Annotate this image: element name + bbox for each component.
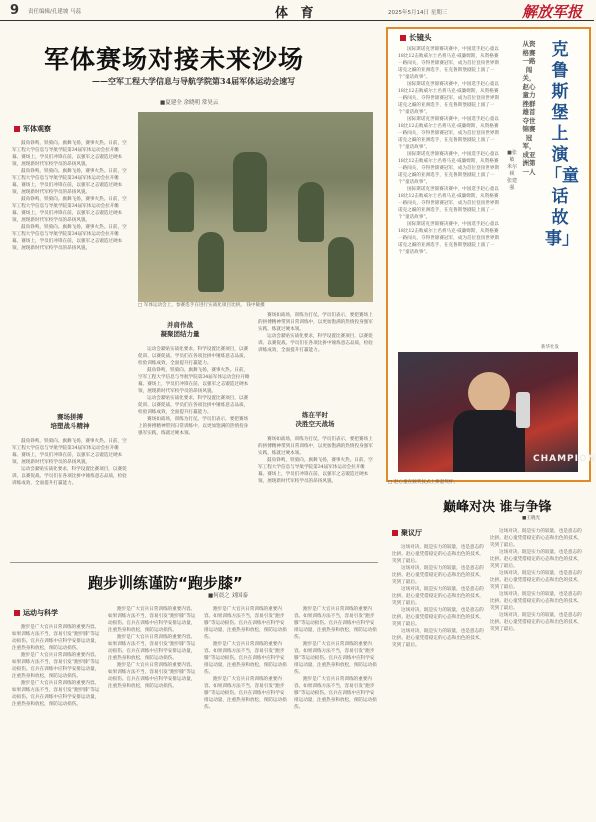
soldier-figure: [168, 172, 194, 232]
column-kicker: 军体观察: [14, 124, 51, 134]
panel-article-text: 国际斯诺克世锦赛决赛中，中国选手赵心童以18比12击败威尔士名将马克·威廉姆斯，从资格赛一路闯关，夺得世锦赛冠军，成为首位登顶世界斯诺克之巅的亚洲选手，在克鲁斯堡剧院上演了一个“童话故事”。 国际斯诺克世锦赛决赛中，中国选手赵心童以18比12击败威尔士名将马克·威廉姆斯，从资格赛一路闯关，夺得世锦赛冠军，成为首位登顶世界斯诺克之巅的亚洲选手，在克鲁斯堡剧院上演了一个“童话故事”。 国际斯诺克世锦赛决赛中，中国选手赵心童以18比12击败威尔士名将马克·威廉姆斯，从资格赛一路闯关，夺得世锦赛冠军，成为首位登顶世界斯诺克之巅的亚洲选手，在克鲁斯堡剧院上演了一个“童话故事”。 国际斯诺克世锦赛决赛中，中国选手赵心童以18比12击败威尔士名将马克·威廉姆斯，从资格赛一路闯关，夺得世锦赛冠军，成为首位登顶世界斯诺克之巅的亚洲选手，在克鲁斯堡剧院上演了一个“童话故事”。 国际斯诺克世锦赛决赛中，中国选手赵心童以18比12击败威尔士名将马克·威廉姆斯，从资格赛一路闯关，夺得世锦赛冠军，成为首位登顶世界斯诺克之巅的亚洲选手，在克鲁斯堡剧院上演了一个“童话故事”。 国际斯诺克世锦赛决赛中，中国选手赵心童以18比12击败威尔士名将马克·威廉姆斯，从资格赛一路闯关，夺得世锦赛冠军，成为首位登顶世界斯诺克之巅的亚洲选手，在克鲁斯堡剧院上演了一个“童话故事”。: [398, 47, 500, 255]
main-byline: ■夏建全 余晓明 常昊云: [160, 100, 219, 106]
issue-date: 2025年5月14日 星期三: [388, 10, 448, 16]
article-column-1: 鼓角铮鸣，铁骑向。旗舞飞扬，赛事火热。日前，空军工程大学信息与导航学院第34届军体运动会拉开帷幕。赛场上，学员们冲锋在前，以强军之志锻造过硬本领，展现新时代军校学员的昂扬风貌。 鼓角铮鸣，铁骑向。旗舞飞扬，赛事火热。日前，空军工程大学信息与导航学院第34届军体运动会拉开帷幕。赛场上，学员们冲锋在前，以强军之志锻造过硬本领，展现新时代军校学员的昂扬风貌。 鼓角铮鸣，铁骑向。旗舞飞扬，赛事火热。日前，空军工程大学信息与导航学院第34届军体运动会拉开帷幕。赛场上，学员们冲锋在前，以强军之志锻造过硬本领，展现新时代军校学员的昂扬风貌。 鼓角铮鸣，铁骑向。旗舞飞扬，赛事火热。日前，空军工程大学信息与导航学院第34届军体运动会拉开帷幕。赛场上，学员们冲锋在前，以强军之志锻造过硬本领，展现新时代军校学员的昂扬风貌。: [12, 141, 127, 251]
panel-vertical-subtitle: 从资格赛一路闯关，赵心童力挫群雄首夺世锦赛冠军，成亚洲第一人: [522, 40, 536, 176]
soldier-figure: [233, 152, 267, 232]
panel-vertical-title: 克鲁斯堡上演「童话故事」: [545, 40, 579, 249]
military-sports-photo: [138, 112, 373, 302]
right-byline: ■王晓光: [522, 516, 541, 521]
editor-credit: 责任编辑/孔建坡 马蕊: [28, 9, 82, 15]
bottom-headline: 跑步训练谨防“跑步膝”: [88, 574, 243, 592]
photo-caption: □ 军体运动会上，参赛选手在进行实战化项目比拼。 钱中敏摄: [138, 303, 265, 308]
main-subheadline: ——空军工程大学信息与导航学院第34届军体运动会速写: [92, 76, 296, 86]
soldier-figure: [298, 182, 324, 242]
bottom-kicker: 运动与科学: [14, 608, 58, 618]
right-column-1: 这场对决，既是实力的较量，也是意志的比拼。赵心童凭借稳定的心态和出色的技术，笑到了最后。 这场对决，既是实力的较量，也是意志的比拼。赵心童凭借稳定的心态和出色的技术，笑到了最后。 这场对决，既是实力的较量，也是意志的比拼。赵心童凭借稳定的心态和出色的技术，笑到了最后。 这场对决，既是实力的较量，也是意志的比拼。赵心童凭借稳定的心态和出色的技术，笑到了最后。 这场对决，既是实力的较量，也是意志的比拼。赵心童凭借稳定的心态和出色的技术，笑到了最后。: [392, 545, 484, 648]
panel-byline: ■张敏 米尔顿 张建强: [507, 150, 518, 191]
article-column-2: 运动会紧贴实战化要求，科学设置比赛项目，以赛促训、以赛促战。学员们在各项比拼中锤炼意志品质，检验训练成效，全面提升打赢能力。 鼓角铮鸣，铁骑向。旗舞飞扬，赛事火热。日前，空军工程大学信息与导航学院第34届军体运动会拉开帷幕。赛场上，学员们冲锋在前，以强军之志锻造过硬本领，展现新时代军校学员的昂扬风貌。 运动会紧贴实战化要求，科学设置比赛项目，以赛促训、以赛促战。学员们在各项比拼中锤炼意志品质，检验训练成效，全面提升打赢能力。 赛场如战场，训练为打仗。学员们表示，要把赛场上的拼搏精神带到日常训练中，以更加饱满的热情投身强军实践，练就过硬本领。: [138, 347, 250, 436]
page-number: 9: [10, 3, 20, 18]
right-kicker: 聚议厅: [392, 528, 422, 538]
kicker-square-icon: [14, 126, 20, 132]
article-column-1b: 鼓角铮鸣，铁骑向。旗舞飞扬，赛事火热。日前，空军工程大学信息与导航学院第34届军体运动会拉开帷幕。赛场上，学员们冲锋在前，以强军之志锻造过硬本领，展现新时代军校学员的昂扬风貌。 运动会紧贴实战化要求，科学设置比赛项目，以赛促训、以赛促战。学员们在各项比拼中锤炼意志品质，检验训练成效，全面提升打赢能力。: [12, 439, 127, 486]
panel-kicker: 长镜头: [400, 32, 432, 43]
champion-banner-text: CHAMPION: [533, 454, 596, 464]
bottom-column-1: 跑步是广大官兵日常训练的重要内容。如果训练方法不当，容易引发“跑步膝”等运动损伤。官兵在训练中应科学安排运动量，注重热身和放松，预防运动损伤。 跑步是广大官兵日常训练的重要内容。如果训练方法不当，容易引发“跑步膝”等运动损伤。官兵在训练中应科学安排运动量，注重热身和放松，预防运动损伤。 跑步是广大官兵日常训练的重要内容。如果训练方法不当，容易引发“跑步膝”等运动损伤。官兵在训练中应科学安排运动量，注重热身和放松，预防运动损伤。: [12, 625, 100, 707]
soldier-figure: [328, 237, 354, 297]
bottom-column-4: 跑步是广大官兵日常训练的重要内容。如果训练方法不当，容易引发“跑步膝”等运动损伤。官兵在训练中应科学安排运动量，注重热身和放松，预防运动损伤。 跑步是广大官兵日常训练的重要内容。如果训练方法不当，容易引发“跑步膝”等运动损伤。官兵在训练中应科学安排运动量，注重热身和放松，预防运动损伤。 跑步是广大官兵日常训练的重要内容。如果训练方法不当，容易引发“跑步膝”等运动损伤。官兵在训练中应科学安排运动量，注重热身和放松，预防运动损伤。: [294, 607, 377, 710]
column-1-subhead: 赛场拼搏 培塑战斗精神: [50, 413, 90, 430]
kicker-square-icon: [400, 35, 406, 41]
column-2-subhead: 并肩作战 凝聚团结力量: [160, 321, 200, 338]
bottom-byline: ■何晨之 刘国泰: [208, 593, 248, 599]
section-title: 体 育: [275, 6, 318, 21]
article-column-3b: 赛场如战场，训练为打仗。学员们表示，要把赛场上的拼搏精神带到日常训练中，以更加饱满的热情投身强军实践，练就过硬本领。 鼓角铮鸣，铁骑向。旗舞飞扬，赛事火热。日前，空军工程大学信息与导航学院第34届军体运动会拉开帷幕。赛场上，学员们冲锋在前，以强军之志锻造过硬本领，展现新时代军校学员的昂扬风貌。: [258, 437, 373, 484]
player-head: [468, 372, 510, 414]
panel-photo-caption: □ 赵心童在颁奖仪式上捧起奖杯。: [388, 480, 459, 485]
champion-photo: [398, 352, 596, 472]
newspaper-logo: 解放军报: [522, 3, 583, 21]
column-3-subhead: 练在平时 决胜空天战场: [295, 411, 335, 428]
kicker-square-icon: [14, 610, 20, 616]
bottom-column-2: 跑步是广大官兵日常训练的重要内容。如果训练方法不当，容易引发“跑步膝”等运动损伤。官兵在训练中应科学安排运动量，注重热身和放松，预防运动损伤。 跑步是广大官兵日常训练的重要内容。如果训练方法不当，容易引发“跑步膝”等运动损伤。官兵在训练中应科学安排运动量，注重热身和放松，预防运动损伤。 跑步是广大官兵日常训练的重要内容。如果训练方法不当，容易引发“跑步膝”等运动损伤。官兵在训练中应科学安排运动量，注重热身和放松，预防运动损伤。: [108, 607, 196, 689]
soldier-figure: [198, 232, 224, 292]
trophy-icon: [516, 392, 530, 428]
article-column-3: 赛场如战场，训练为打仗。学员们表示，要把赛场上的拼搏精神带到日常训练中，以更加饱满的热情投身强军实践，练就过硬本领。 运动会紧贴实战化要求，科学设置比赛项目，以赛促训、以赛促战。学员们在各项比拼中锤炼意志品质，检验训练成效，全面提升打赢能力。: [258, 313, 373, 353]
bottom-column-3: 跑步是广大官兵日常训练的重要内容。如果训练方法不当，容易引发“跑步膝”等运动损伤。官兵在训练中应科学安排运动量，注重热身和放松，预防运动损伤。 跑步是广大官兵日常训练的重要内容。如果训练方法不当，容易引发“跑步膝”等运动损伤。官兵在训练中应科学安排运动量，注重热身和放松，预防运动损伤。 跑步是广大官兵日常训练的重要内容。如果训练方法不当，容易引发“跑步膝”等运动损伤。官兵在训练中应科学安排运动量，注重热身和放松，预防运动损伤。: [204, 607, 287, 710]
kicker-square-icon: [392, 530, 398, 536]
section-divider: [10, 562, 378, 563]
player-body: [453, 410, 525, 472]
right-column-2: 这场对决，既是实力的较量，也是意志的比拼。赵心童凭借稳定的心态和出色的技术，笑到了最后。 这场对决，既是实力的较量，也是意志的比拼。赵心童凭借稳定的心态和出色的技术，笑到了最后。 这场对决，既是实力的较量，也是意志的比拼。赵心童凭借稳定的心态和出色的技术，笑到了最后。 这场对决，既是实力的较量，也是意志的比拼。赵心童凭借稳定的心态和出色的技术，笑到了最后。 这场对决，既是实力的较量，也是意志的比拼。赵心童凭借稳定的心态和出色的技术，笑到了最后。: [490, 529, 582, 632]
right-headline: 巅峰对决 谁与争锋: [443, 500, 552, 515]
photo-credit: 新华社发: [541, 345, 559, 350]
main-headline: 军体赛场对接未来沙场: [44, 45, 305, 74]
